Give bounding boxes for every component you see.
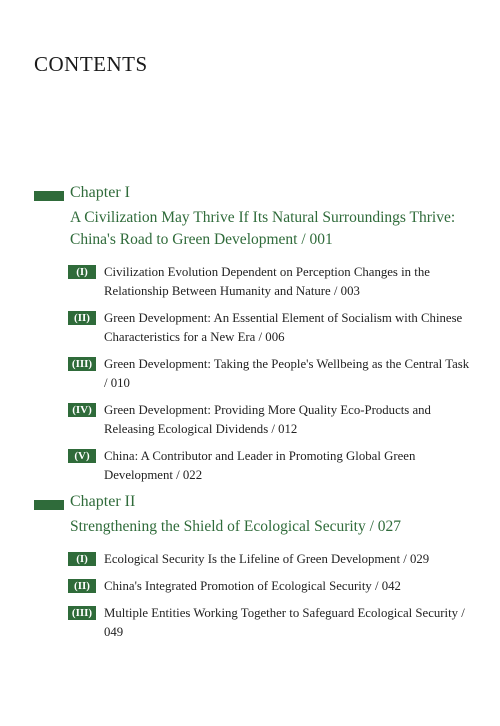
page-title: CONTENTS xyxy=(34,52,148,76)
toc-entry[interactable] xyxy=(68,604,474,642)
chapter-1-title: A Civilization May Thrive If Its Natural Surroundings Thrive: China's Road to Green Development / 001 xyxy=(70,209,456,248)
chapter-2-sections xyxy=(68,550,474,642)
section-number-badge: (I) xyxy=(68,552,96,566)
chapter-2-head xyxy=(34,493,474,515)
section-number-badge: (IV) xyxy=(68,403,96,417)
toc-entry[interactable] xyxy=(68,309,474,347)
chapter-marker-bar xyxy=(34,500,64,510)
chapter-1-head xyxy=(34,184,474,206)
section-number-badge: (III) xyxy=(68,357,96,371)
section-title: China: A Contributor and Leader in Promoting Global Green Development / 022 xyxy=(104,449,416,482)
section-number-badge: (II) xyxy=(68,311,96,325)
section-title: China's Integrated Promotion of Ecological Security / 042 xyxy=(104,579,401,593)
toc-entry[interactable] xyxy=(68,355,474,393)
chapter-2 xyxy=(34,493,474,650)
toc-entry[interactable] xyxy=(68,401,474,439)
toc-entry[interactable] xyxy=(68,550,474,569)
toc-entry[interactable] xyxy=(68,577,474,596)
chapter-1 xyxy=(34,184,474,493)
section-title: Multiple Entities Working Together to Safeguard Ecological Security / 049 xyxy=(104,606,465,639)
chapter-2-title: Strengthening the Shield of Ecological Security / 027 xyxy=(70,518,402,535)
chapter-2-label: Chapter II xyxy=(70,493,136,510)
toc-entry[interactable] xyxy=(68,447,474,485)
section-number-badge: (II) xyxy=(68,579,96,593)
chapter-1-label: Chapter I xyxy=(70,184,130,201)
chapter-1-sections xyxy=(68,263,474,485)
section-title: Ecological Security Is the Lifeline of Green Development / 029 xyxy=(104,552,430,566)
section-title: Civilization Evolution Dependent on Perception Changes in the Relationship Between Humanity and Nature / 003 xyxy=(104,265,430,298)
section-number-badge: (I) xyxy=(68,265,96,279)
section-number-badge: (III) xyxy=(68,606,96,620)
section-title: Green Development: An Essential Element of Socialism with Chinese Characteristics for a New Era / 006 xyxy=(104,311,463,344)
section-number-badge: (V) xyxy=(68,449,96,463)
section-title: Green Development: Providing More Quality Eco-Products and Releasing Ecological Dividends / 012 xyxy=(104,403,431,436)
toc-entry[interactable] xyxy=(68,263,474,301)
chapter-marker-bar xyxy=(34,191,64,201)
section-title: Green Development: Taking the People's Wellbeing as the Central Task / 010 xyxy=(104,357,470,390)
